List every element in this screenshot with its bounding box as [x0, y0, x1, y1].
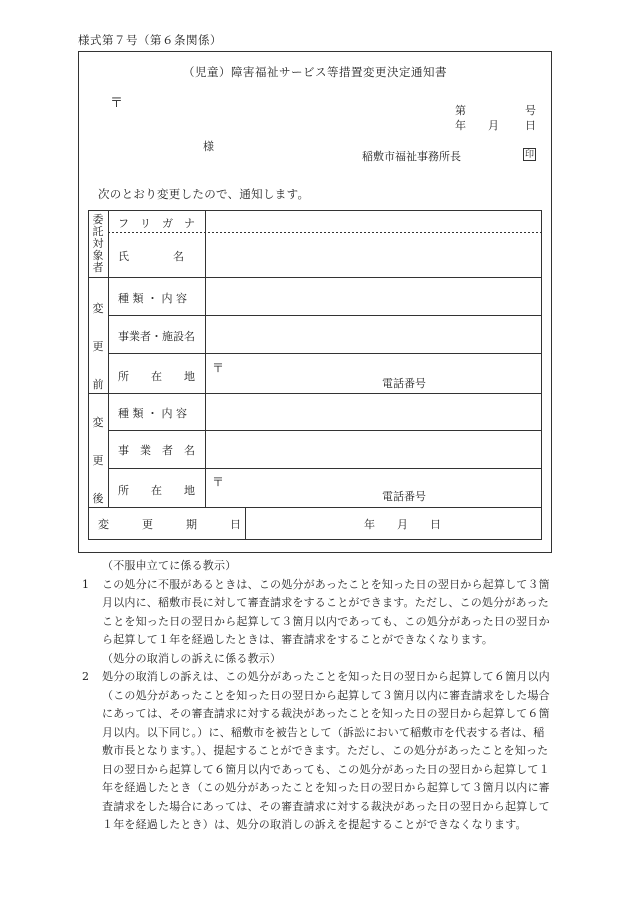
subject-category: 委託対象者	[92, 213, 104, 274]
lawsuit-heading: （処分の取消しの訴えに係る教示）	[102, 651, 282, 665]
before-facility-label: 事業者・施設名	[118, 330, 195, 343]
before-category: 変更前	[92, 302, 104, 391]
before-type-label: 種 類 ・ 内 容	[118, 292, 187, 305]
date-day: 日	[525, 119, 536, 132]
appeal-heading: （不服申立てに係る教示）	[102, 559, 237, 572]
postal-mark: 〒	[110, 96, 124, 111]
before-address-label: 所 在 地	[118, 370, 195, 383]
issuer-name: 稲敷市福祉事務所長	[362, 150, 461, 163]
appeal-item	[80, 576, 552, 650]
after-business-label: 事 業 者 名	[118, 444, 195, 457]
name-label: 氏 名	[118, 250, 184, 263]
furigana-label: フ リ ガ ナ	[118, 217, 195, 230]
instructions-section	[80, 557, 552, 835]
after-postal-mark: 〒	[212, 475, 225, 489]
appeal-item-text: この処分に不服があるときは、この処分があったことを知った日の翌日から起算して３箇月以内に、稲敷市長に対して審査請求をすることができます。ただし、この処分があったことを知った日の翌日から起算して３箇月以内であっても、この処分があった日の翌日から起算して１年を経過したときは、審査請求をすることができなくなります。	[102, 577, 550, 646]
document-title: （児童）障害福祉サービス等措置変更決定通知書	[183, 65, 447, 79]
date-year: 年	[455, 119, 466, 132]
after-address-label: 所 在 地	[118, 484, 195, 497]
number-label: 第	[455, 104, 466, 117]
intro-text: 次のとおり変更したので、通知します。	[98, 187, 310, 201]
after-phone-label: 電話番号	[382, 490, 426, 503]
seal-mark: 印	[524, 150, 534, 160]
change-details-table	[88, 210, 542, 540]
lawsuit-item-number: 2	[82, 670, 90, 683]
date-month: 月	[488, 119, 499, 132]
change-date-value: 年 月 日	[364, 518, 441, 531]
recipient-suffix: 様	[203, 140, 214, 153]
appeal-item-number: 1	[82, 577, 90, 591]
change-date-label: 変 更 期 日	[98, 518, 241, 531]
form-number-label: 様式第７号（第６条関係）	[78, 33, 222, 47]
after-type-label: 種 類 ・ 内 容	[118, 407, 187, 420]
number-suffix: 号	[525, 104, 536, 117]
before-postal-mark: 〒	[212, 361, 225, 375]
lawsuit-item	[80, 668, 552, 835]
before-phone-label: 電話番号	[382, 377, 426, 390]
after-category: 変更後	[92, 416, 104, 505]
lawsuit-item-text: 処分の取消しの訴えは、この処分があったことを知った日の翌日から起算して６箇月以内（この処分があったことを知った日の翌日から起算して３箇月以内に審査請求をした場合にあっては、その審査請求に対する裁決があったことを知った日の翌日から起算して６箇月以内。以下同じ。）に、稲敷市を被告として（訴訟において稲敷市を代表する者は、稲敷市長となります。）、提起することができます。ただし、この処分があったことを知った日の翌日から起算して６箇月以内であっても、この処分があった日の翌日から起算して１年を経過したとき（この処分があったことを知った日の翌日から起算して３箇月以内に審査請求をした場合にあっては、その審査請求に対する裁決があった日の翌日から起算して１年を経過したとき）は、処分の取消しの訴えを提起することができなくなります。	[102, 670, 550, 831]
